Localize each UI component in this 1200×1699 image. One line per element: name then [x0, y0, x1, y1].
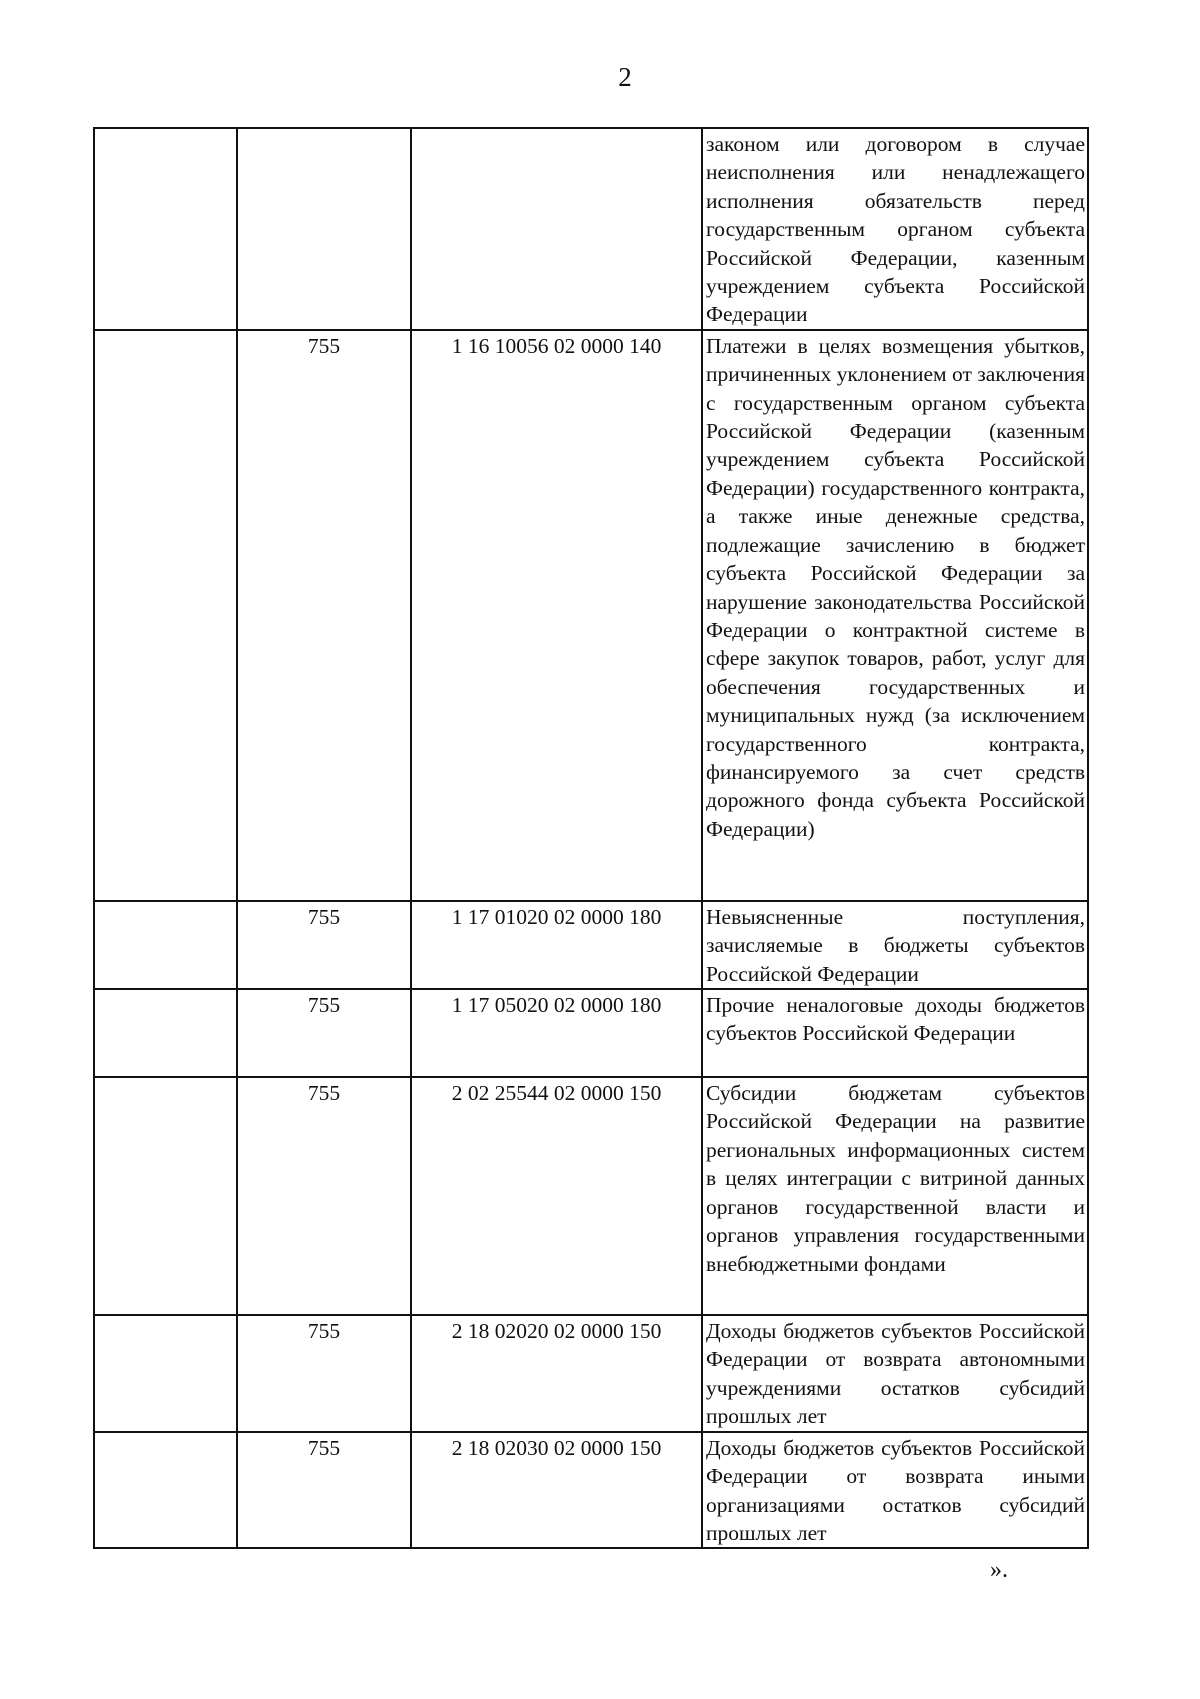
income-name-cell [702, 989, 1088, 1077]
kbk-code [412, 129, 701, 130]
admin-code [238, 129, 410, 130]
admin-code-cell [237, 1315, 411, 1432]
kbk-code-cell [411, 330, 702, 901]
table-row [94, 989, 1088, 1077]
admin-code: 755 [307, 904, 341, 929]
income-name-cell [702, 1077, 1088, 1315]
income-name: Доходы бюджетов субъектов Российской Федерации от возврата автономными учреждениями остатков субсидий прошлых лет [706, 1319, 1085, 1429]
row-empty-cell [94, 1432, 237, 1549]
admin-code: 755 [307, 1319, 341, 1344]
kbk-code: 2 02 25544 02 0000 150 [451, 1081, 662, 1106]
table-row [94, 128, 1088, 330]
admin-code-cell [237, 1077, 411, 1315]
row-empty-cell [94, 989, 237, 1077]
table-row [94, 1315, 1088, 1432]
kbk-code-cell [411, 1432, 702, 1549]
income-name: Прочие неналоговые доходы бюджетов субъектов Российской Федерации [706, 993, 1085, 1046]
income-name: Субсидии бюджетам субъектов Российской Федерации на развитие региональных информационных систем в целях интеграции с витриной данных органов государственной власти и органов управления государственными внебюджетными фондами [706, 1081, 1085, 1276]
admin-code-cell [237, 1432, 411, 1549]
kbk-code: 1 16 10056 02 0000 140 [451, 333, 662, 358]
income-name: Платежи в целях возмещения убытков, причиненных уклонением от заключения с государственным органом субъекта Российской Федерации (казенным учреждением субъекта Российской Федерации) государственного контракта, а также иные денежные средства, подлежащие зачислению в бюджет субъекта Российской Федерации за нарушение законодательства Российской Федерации о контрактной системе в сфере закупок товаров, работ, услуг для обеспечения государственных и муниципальных нужд (за исключением государственного контракта, финансируемого за счет средств дорожного фонда субъекта Российской Федерации) [706, 333, 1085, 841]
kbk-code-cell [411, 128, 702, 330]
kbk-code: 2 18 02020 02 0000 150 [451, 1319, 662, 1344]
table-row [94, 330, 1088, 901]
admin-code: 755 [307, 1081, 341, 1106]
row-empty-cell [94, 1077, 237, 1315]
kbk-code-cell [411, 1077, 702, 1315]
income-name: Доходы бюджетов субъектов Российской Федерации от возврата иными организациями остатков субсидий прошлых лет [706, 1435, 1085, 1545]
income-name: законом или договором в случае неисполнения или ненадлежащего исполнения обязательств перед государственным органом субъекта Российской Федерации, казенным учреждением субъекта Российской Федерации [706, 132, 1085, 327]
admin-code-cell [237, 128, 411, 330]
admin-code-cell [237, 901, 411, 989]
kbk-code-cell [411, 1315, 702, 1432]
income-name-cell [702, 330, 1088, 901]
row-empty-cell [94, 1315, 237, 1432]
kbk-code: 2 18 02030 02 0000 150 [451, 1435, 662, 1460]
income-name-cell [702, 1315, 1088, 1432]
admin-code-cell [237, 989, 411, 1077]
income-name: Невыясненные поступления, зачисляемые в бюджеты субъектов Российской Федерации [706, 904, 1085, 986]
closing-quote-mark: ». [990, 1557, 1008, 1583]
admin-code: 755 [307, 1435, 341, 1460]
kbk-code: 1 17 01020 02 0000 180 [451, 904, 662, 929]
row-empty-cell [94, 901, 237, 989]
kbk-code-cell [411, 901, 702, 989]
table-row [94, 1077, 1088, 1315]
income-name-cell [702, 128, 1088, 330]
admin-code: 755 [307, 993, 341, 1018]
income-name-cell [702, 901, 1088, 989]
table-row [94, 901, 1088, 989]
admin-code: 755 [307, 333, 341, 358]
page-number: 2 [618, 62, 632, 92]
kbk-code: 1 17 05020 02 0000 180 [451, 993, 662, 1018]
row-empty-cell [94, 330, 237, 901]
table-row [94, 1432, 1088, 1549]
admin-code-cell [237, 330, 411, 901]
row-empty-cell [94, 128, 237, 330]
kbk-code-cell [411, 989, 702, 1077]
income-codes-table [93, 127, 1089, 1549]
income-name-cell [702, 1432, 1088, 1549]
